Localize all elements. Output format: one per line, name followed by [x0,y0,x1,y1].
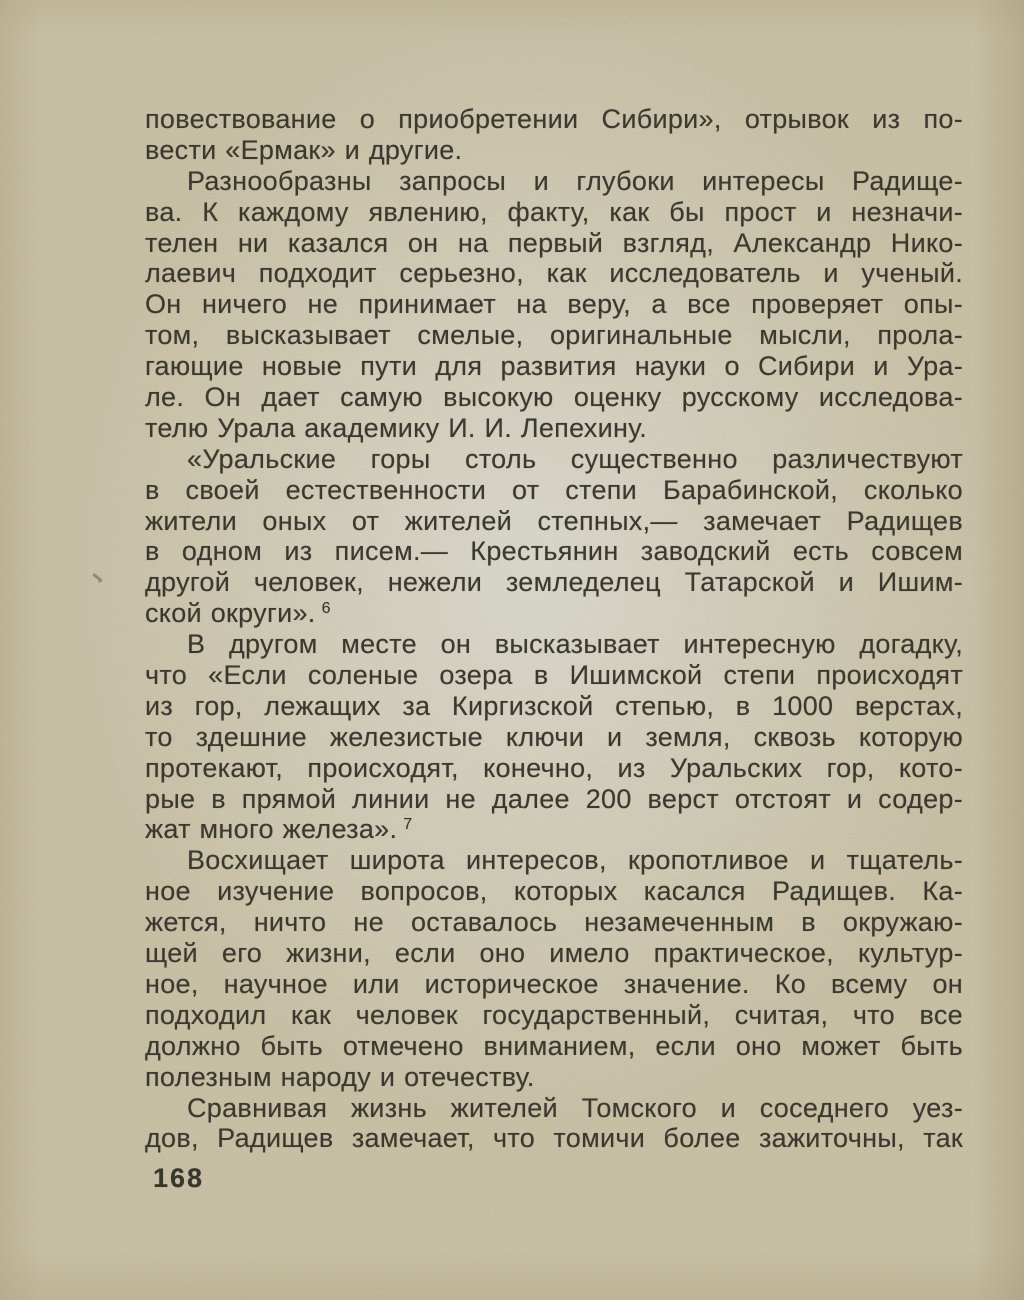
paragraph [145,845,963,1092]
text-line: жители оных от жителей степных,— замечает Радищев [145,505,963,536]
text-line: в своей естественности от степи Барабинской, сколько [145,474,963,505]
paragraph [145,444,963,629]
text-line: Разнообразны запросы и глубоки интересы Радище- [187,165,963,196]
text-line: повествование о приобретении Сибири», отрывок из по- [145,104,963,134]
paragraph [145,104,963,166]
text-line: в одном из писем.— Крестьянин заводский есть совсем [145,536,963,567]
text-line: щей его жизни, если оно имело практическое, культур- [145,938,963,969]
text-line: из гор, лежащих за Киргизской степью, в 1000 верстах, [145,690,963,721]
margin-speck [92,573,102,582]
text-line: ва. К каждому явлению, факту, как бы прост и незначи- [145,196,963,227]
text-line: том, высказывает смелые, оригинальные мысли, прола- [145,320,963,351]
text-line: подходил как человек государственный, считая, что все [145,999,963,1030]
text-line: вести «Ермак» и другие. [145,134,463,165]
text-line: «Уральские горы столь существенно различествуют [187,443,963,474]
text-line: ской округи». $^6$ [145,598,331,629]
text-line: должно быть отмечено вниманием, если оно может быть [145,1030,963,1061]
text-line: жется, ничто не оставалось незамеченным в окружаю- [145,907,963,938]
text-line: рые в прямой линии не далее 200 верст отстоят и содер- [145,783,963,814]
page-number: 168 [153,1163,205,1193]
text-line: В другом месте он высказывает интересную догадку, [187,629,963,660]
text-line: дов, Радищев замечает, что томичи более зажиточны, так [145,1123,963,1154]
footnote-ref: 7 [403,816,413,834]
text-line: что «Если соленые озера в Ишимской степи происходят [145,660,963,691]
paragraph [145,629,963,845]
text-line: ное, научное или историческое значение. Ко всему он [145,968,963,999]
paragraph [145,1093,963,1155]
text-line: гающие новые пути для развития науки о Сибири и Ура- [145,351,963,382]
text-line: полезным народу и отечеству. [145,1061,535,1092]
footnote-ref: 6 [321,600,331,618]
text-line: то здешние железистые ключи и земля, сквозь которую [145,721,963,752]
text-line: ле. Он дает самую высокую оценку русскому исследова- [145,382,963,413]
text-line: Восхищает широта интересов, кропотливое и тщатель- [187,845,963,876]
text-line: лаевич подходит серьезно, как исследователь и ученый. [145,258,963,289]
paragraph [145,166,963,444]
text-line: протекают, происходят, конечно, из Уральских гор, кото- [145,752,963,783]
text-line: телю Урала академику И. И. Лепехину. [145,412,648,443]
text-line: жат много железа». $^7$ [145,814,413,845]
text-line: ное изучение вопросов, которых касался Радищев. Ка- [145,876,963,907]
page-text [145,104,963,1154]
text-line: Сравнивая жизнь жителей Томского и соседнего уез- [187,1092,963,1123]
text-line: телен ни казался он на первый взгляд, Александр Нико- [145,227,963,258]
text-line: Он ничего не принимает на веру, а все проверяет опы- [145,289,963,320]
text-line: другой человек, нежели земледелец Татарской и Ишим- [145,567,963,598]
